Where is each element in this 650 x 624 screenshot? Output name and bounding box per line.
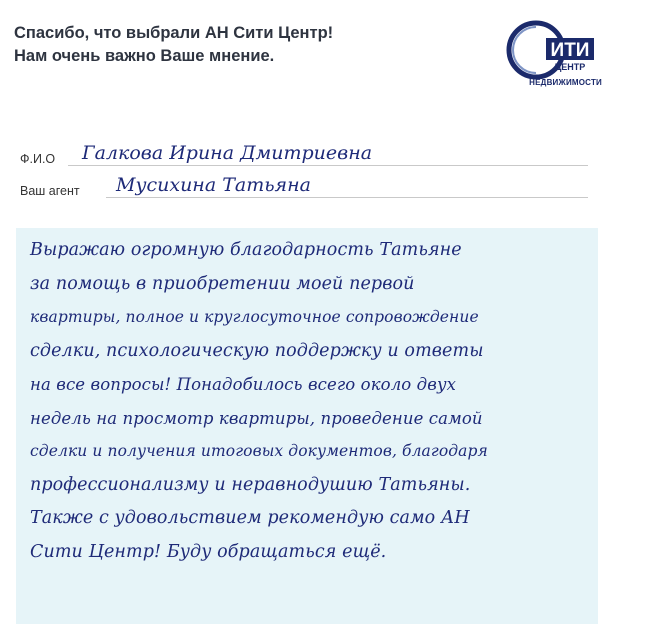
agent-underline bbox=[106, 197, 588, 198]
fio-underline bbox=[68, 165, 588, 166]
agent-label: Ваш агент bbox=[20, 184, 80, 198]
review-line: квартиры, полное и круглосуточное сопровождение bbox=[30, 308, 479, 326]
review-line: Сити Центр! Буду обращаться ещё. bbox=[30, 541, 387, 562]
review-line: недель на просмотр квартиры, проведение самой bbox=[30, 408, 483, 428]
logo-caption: НЕДВИЖИМОСТИ bbox=[529, 78, 602, 87]
thank-you-heading bbox=[14, 22, 333, 68]
review-line: профессионализму и неравнодушию Татьяны. bbox=[30, 474, 471, 495]
review-line: за помощь в приобретении моей первой bbox=[30, 273, 415, 294]
review-line: сделки и получения итоговых документов, благодаря bbox=[30, 442, 488, 460]
heading-line-1: Спасибо, что выбрали АН Сити Центр! bbox=[14, 24, 334, 42]
agent-field bbox=[20, 172, 590, 202]
agent-value: Мусихина Татьяна bbox=[116, 174, 311, 196]
heading-line-2: Нам очень важно Ваше мнение. bbox=[14, 47, 275, 65]
logo-big-text: ИТИ bbox=[550, 40, 590, 61]
review-line: сделки, психологическую поддержку и ответы bbox=[30, 340, 484, 361]
review-line: Также с удовольствием рекомендую само АН bbox=[30, 508, 470, 528]
logo-mark-icon bbox=[506, 20, 598, 80]
review-text-area bbox=[16, 228, 598, 624]
fio-value: Галкова Ирина Дмитриевна bbox=[82, 142, 373, 164]
logo-small-text: ЦЕНТР bbox=[554, 62, 586, 72]
fio-field bbox=[20, 140, 590, 170]
review-line: на все вопросы! Понадобилось всего около двух bbox=[30, 375, 457, 394]
fio-label: Ф.И.О bbox=[20, 152, 56, 166]
review-line: Выражаю огромную благодарность Татьяне bbox=[30, 240, 462, 260]
review-text bbox=[30, 234, 600, 569]
